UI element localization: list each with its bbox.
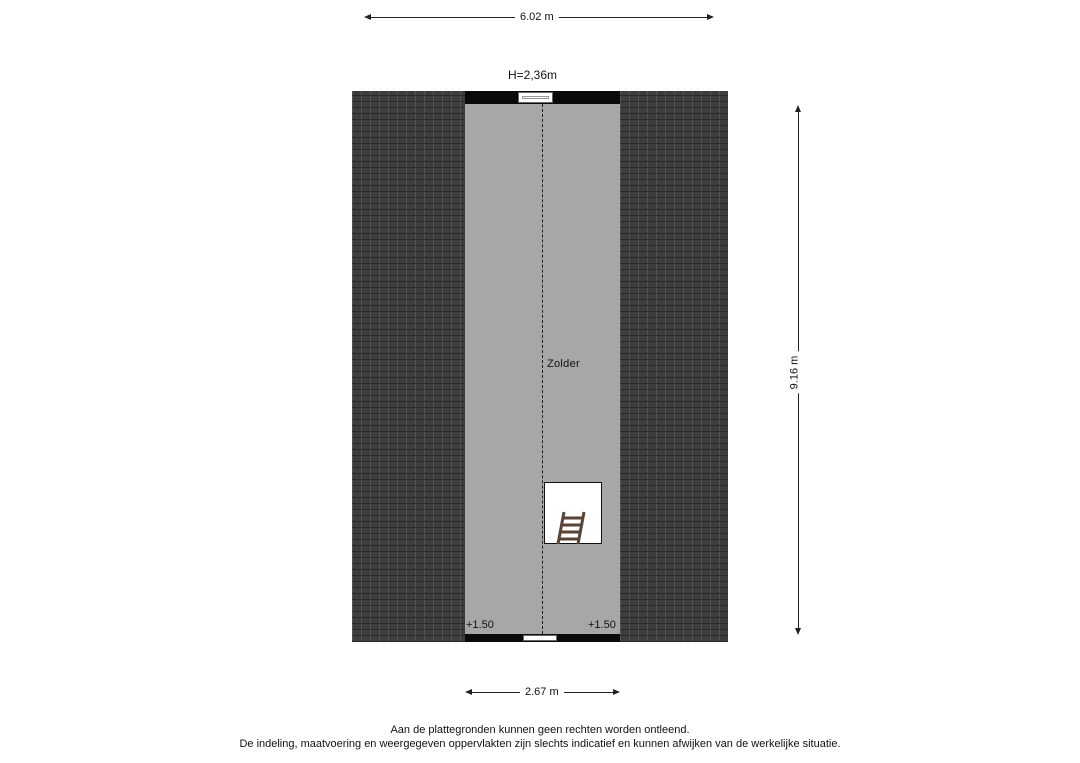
loft-ladder-icon <box>550 511 590 545</box>
disclaimer-line-2: De indeling, maatvoering en weergegeven oppervlakten zijn slechts indicatief en kunnen afwijken van de werkelijke situatie. <box>239 738 841 750</box>
arrow-right-icon <box>613 689 620 695</box>
level-label-right: +1.50 <box>588 619 616 631</box>
top-width-label: 6.02 m <box>515 11 559 24</box>
level-label-left: +1.50 <box>466 619 494 631</box>
ridge-line <box>542 104 543 634</box>
window-icon <box>523 635 557 641</box>
arrow-down-icon <box>795 628 801 635</box>
stair-hatch <box>544 482 602 544</box>
roof-slope-right <box>620 91 728 642</box>
height-label: H=2,36m <box>508 68 558 82</box>
disclaimer-line-1: Aan de plattegronden kunnen geen rechten worden ontleend. <box>390 724 690 736</box>
bottom-width-label: 2.67 m <box>520 686 564 699</box>
room-label-attic: Zolder <box>547 358 580 370</box>
roof-window-icon <box>518 92 553 103</box>
arrow-right-icon <box>707 14 714 20</box>
right-depth-label: 9.16 m <box>788 352 801 394</box>
roof-slope-left <box>352 91 465 642</box>
